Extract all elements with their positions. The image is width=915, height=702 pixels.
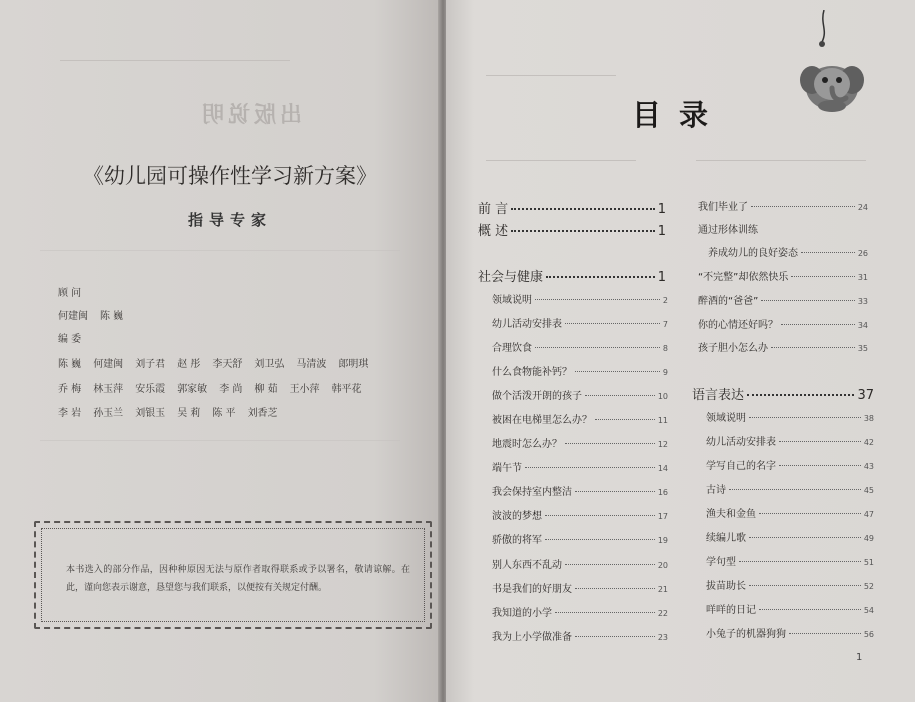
toc-leader-dots: [585, 395, 655, 396]
toc-entry-title: 咩咩的日记: [706, 605, 756, 616]
toc-leader-dots: [535, 347, 660, 348]
toc-leader-dots: [511, 208, 655, 210]
bleed-through-line: [486, 75, 616, 76]
toc-entry-page: 23: [657, 633, 668, 642]
toc-entry[interactable]: [492, 387, 668, 402]
copyright-notice-text: 本书选入的部分作品，因种种原因无法与原作者取得联系或予以署名，敬请谅解。在此，谨向您表示谢意，恳望您与我们联系，以便按有关规定付酬。: [66, 565, 410, 593]
toc-entry-page: 26: [857, 249, 868, 258]
toc-section[interactable]: [478, 266, 666, 285]
toc-entry-page: 2: [662, 296, 668, 305]
toc-entry-page: 21: [657, 585, 668, 594]
toc-entry[interactable]: [706, 457, 874, 472]
toc-entry[interactable]: [706, 505, 874, 520]
toc-entry[interactable]: [698, 316, 868, 331]
toc-leader-dots: [595, 419, 655, 420]
toc-entry-page: 56: [863, 630, 874, 639]
toc-entry[interactable]: [492, 531, 668, 546]
toc-entry-page: 12: [657, 440, 668, 449]
toc-entry-title: 养成幼儿的良好姿态: [708, 248, 798, 259]
toc-entry-page: 14: [657, 464, 668, 473]
editor-name: 韩平花: [331, 384, 362, 395]
editors-label: 编 委: [58, 334, 82, 345]
toc-leader-dots: [761, 300, 854, 301]
toc-leader-dots: [747, 394, 854, 396]
toc-leader-dots: [779, 465, 861, 466]
toc-entry-page: 9: [662, 368, 668, 377]
toc-leader-dots: [511, 230, 655, 232]
toc-entry-title: 幼儿活动安排表: [706, 437, 776, 448]
toc-entry[interactable]: [492, 507, 668, 522]
editor-name: 李天舒: [212, 359, 243, 370]
toc-entry-page: 19: [657, 536, 668, 545]
toc-entry-title: 社会与健康: [478, 270, 544, 285]
toc-entry-page: 17: [657, 512, 668, 521]
toc-leader-dots: [781, 324, 855, 325]
toc-leader-dots: [565, 323, 660, 324]
toc-entry[interactable]: [698, 268, 868, 283]
toc-entry-page: 1: [657, 202, 666, 217]
toc-entry[interactable]: [698, 292, 868, 307]
toc-leader-dots: [545, 539, 655, 540]
toc-entry[interactable]: [492, 556, 668, 571]
toc-entry-page: 35: [857, 344, 868, 353]
toc-entry[interactable]: [706, 553, 874, 568]
toc-leader-dots: [729, 489, 861, 490]
editor-name: 刘香芝: [247, 408, 278, 419]
toc-entry-title: 波波的梦想: [492, 511, 542, 522]
toc-leader-dots: [546, 276, 655, 278]
toc-entry[interactable]: [478, 198, 666, 217]
toc-entry-title: 渔夫和金鱼: [706, 509, 756, 520]
toc-entry[interactable]: [706, 529, 874, 544]
toc-entry-page: 51: [863, 558, 874, 567]
editor-name: 陈 平: [212, 408, 236, 419]
toc-entry-title: 拔苗助长: [706, 581, 746, 592]
toc-entry[interactable]: [492, 604, 668, 619]
toc-entry-title: 骄傲的将军: [492, 535, 542, 546]
toc-leader-dots: [575, 371, 660, 372]
toc-entry-title: 我会保持室内整洁: [492, 487, 572, 498]
toc-entry-title: 领域说明: [706, 413, 746, 424]
toc-leader-dots: [759, 513, 861, 514]
toc-leader-dots: [565, 564, 655, 565]
editor-name: 刘卫弘: [254, 359, 285, 370]
toc-leader-dots: [771, 347, 855, 348]
toc-entry-page: 33: [857, 297, 868, 306]
editor-name: 刘银玉: [135, 408, 166, 419]
advisor-name: 陈 巍: [100, 311, 124, 322]
toc-leader-dots: [575, 491, 655, 492]
toc-leader-dots: [575, 588, 655, 589]
book-title: 《幼儿园可操作性学习新方案》: [83, 164, 377, 188]
bleed-through-line: [40, 440, 400, 441]
editor-name: 林玉萍: [93, 384, 124, 395]
toc-entry[interactable]: [698, 221, 868, 236]
toc-leader-dots: [535, 299, 660, 300]
bleed-through-line: [60, 60, 290, 61]
editor-name: 刘子君: [135, 359, 166, 370]
toc-section[interactable]: [692, 384, 874, 403]
toc-entry-page: 34: [857, 321, 868, 330]
toc-leader-dots: [779, 441, 861, 442]
editor-name: 吴 莉: [177, 408, 201, 419]
bleed-through-text: 出版说明: [198, 102, 303, 128]
editor-name: 孙玉兰: [93, 408, 124, 419]
toc-leader-dots: [751, 206, 855, 207]
toc-leader-dots: [525, 467, 655, 468]
toc-entry-page: 20: [657, 561, 668, 570]
toc-entry[interactable]: [698, 198, 868, 213]
toc-entry-title: 被困在电梯里怎么办？: [492, 415, 592, 426]
editor-row: [58, 404, 290, 419]
toc-entry-page: 11: [657, 416, 668, 425]
toc-entry[interactable]: [706, 433, 874, 448]
toc-entry[interactable]: [478, 220, 666, 239]
toc-entry-page: 49: [863, 534, 874, 543]
advisors-label: 顾 问: [58, 288, 82, 299]
elephant-mascot-icon: [794, 10, 874, 120]
toc-entry-title: 领域说明: [492, 295, 532, 306]
toc-leader-dots: [749, 537, 861, 538]
toc-entry-page: 1: [657, 224, 666, 239]
toc-leader-dots: [739, 561, 861, 562]
toc-entry[interactable]: [492, 339, 668, 354]
editor-name: 乔 梅: [58, 384, 82, 395]
toc-entry[interactable]: [706, 409, 874, 424]
editor-name: 郎明琪: [338, 359, 369, 370]
toc-entry-title: 古诗: [706, 485, 726, 496]
toc-entry-title: 通过形体训练: [698, 225, 758, 236]
toc-entry-title: 概 述: [478, 224, 509, 239]
toc-entry-title: 醉酒的“爸爸”: [698, 296, 759, 307]
toc-entry-title: 别人东西不乱动: [492, 560, 562, 571]
toc-entry-title: 你的心情还好吗？: [698, 320, 778, 331]
toc-entry-title: 地震时怎么办？: [492, 439, 562, 450]
toc-leader-dots: [789, 633, 861, 634]
right-page: [446, 0, 915, 702]
toc-leader-dots: [801, 252, 855, 253]
toc-entry-page: 8: [662, 344, 668, 353]
toc-entry-page: 31: [857, 273, 868, 282]
toc-entry-title: “不完整”却依然快乐: [698, 272, 789, 283]
toc-entry-title: 语言表达: [692, 388, 745, 403]
toc-title: 目录: [632, 98, 727, 132]
toc-entry[interactable]: [492, 628, 668, 643]
page-number: 1: [856, 652, 863, 663]
toc-entry-page: 43: [863, 462, 874, 471]
toc-leader-dots: [575, 636, 655, 637]
toc-entry[interactable]: [706, 481, 874, 496]
copyright-notice-box: [34, 521, 432, 629]
advisor-name: 何建闽: [58, 311, 88, 322]
toc-entry-title: 孩子胆小怎么办: [698, 343, 768, 354]
toc-entry-page: 1: [657, 270, 666, 285]
toc-entry[interactable]: [492, 291, 668, 306]
toc-entry-title: 端午节: [492, 463, 522, 474]
toc-entry[interactable]: [492, 483, 668, 498]
toc-leader-dots: [545, 515, 655, 516]
toc-entry-page: 16: [657, 488, 668, 497]
toc-entry-title: 学句型: [706, 557, 736, 568]
toc-entry-title: 我为上小学做准备: [492, 632, 572, 643]
editor-name: 李 岩: [58, 408, 82, 419]
toc-entry-page: 10: [657, 392, 668, 401]
toc-entry-page: 47: [863, 510, 874, 519]
toc-entry[interactable]: [706, 601, 874, 616]
editor-name: 陈 巍: [58, 359, 82, 370]
toc-entry-title: 续编儿歌: [706, 533, 746, 544]
editor-name: 郭家敏: [177, 384, 208, 395]
toc-entry[interactable]: [492, 411, 668, 426]
editor-name: 安乐霞: [135, 384, 166, 395]
editor-name: 柳 茹: [254, 384, 278, 395]
advisors-names: [58, 307, 135, 322]
bleed-through-line: [40, 250, 400, 251]
toc-entry-title: 前 言: [478, 202, 509, 217]
bleed-through-line: [696, 160, 866, 161]
toc-entry[interactable]: [492, 315, 668, 330]
left-page: [0, 0, 440, 702]
toc-entry-title: 做个活泼开朗的孩子: [492, 391, 582, 402]
editor-name: 赵 彤: [177, 359, 201, 370]
toc-leader-dots: [759, 609, 861, 610]
toc-entry[interactable]: [492, 580, 668, 595]
toc-leader-dots: [555, 612, 655, 613]
toc-entry-title: 我们毕业了: [698, 202, 748, 213]
toc-entry-page: 52: [863, 582, 874, 591]
toc-leader-dots: [565, 443, 655, 444]
toc-entry-page: 45: [863, 486, 874, 495]
toc-entry-title: 幼儿活动安排表: [492, 319, 562, 330]
toc-leader-dots: [791, 276, 854, 277]
editor-name: 何建闽: [93, 359, 124, 370]
toc-entry-page: 42: [863, 438, 874, 447]
editor-row: [58, 380, 374, 395]
toc-entry-title: 书是我们的好朋友: [492, 584, 572, 595]
toc-entry-title: 合理饮食: [492, 343, 532, 354]
editor-name: 王小萍: [289, 384, 320, 395]
toc-entry-title: 我知道的小学: [492, 608, 552, 619]
toc-entry-page: 37: [857, 388, 874, 403]
editor-row: [58, 355, 380, 370]
toc-entry-page: 38: [863, 414, 874, 423]
bleed-through-line: [486, 160, 636, 161]
toc-entry-page: 7: [662, 320, 668, 329]
toc-entry-title: 什么食物能补钙？: [492, 367, 572, 378]
editor-name: 马清波: [296, 359, 327, 370]
toc-entry[interactable]: [492, 459, 668, 474]
toc-entry-page: 22: [657, 609, 668, 618]
toc-entry[interactable]: [492, 363, 668, 378]
toc-entry-title: 小兔子的机器狗狗: [706, 629, 786, 640]
experts-heading: 指导专家: [187, 211, 272, 229]
toc-entry[interactable]: [708, 244, 868, 259]
toc-entry-title: 学写自己的名字: [706, 461, 776, 472]
toc-entry[interactable]: [698, 339, 868, 354]
toc-entry[interactable]: [492, 435, 668, 450]
toc-entry-page: 24: [857, 203, 868, 212]
toc-entry[interactable]: [706, 625, 874, 640]
toc-leader-dots: [749, 585, 861, 586]
toc-entry[interactable]: [706, 577, 874, 592]
toc-leader-dots: [749, 417, 861, 418]
editor-name: 李 尚: [219, 384, 243, 395]
toc-entry-page: 54: [863, 606, 874, 615]
